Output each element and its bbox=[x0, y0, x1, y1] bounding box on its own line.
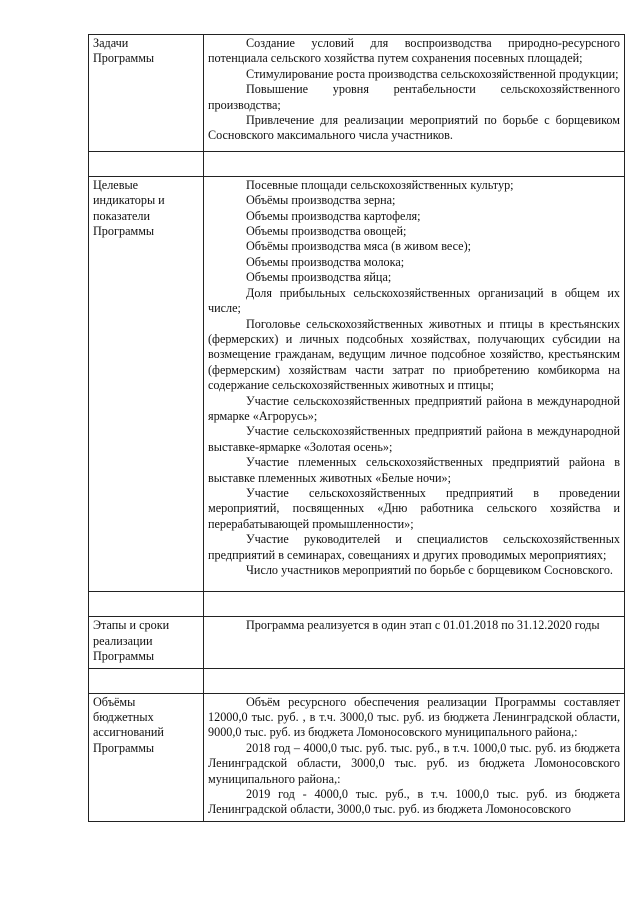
row-label-line: Программы bbox=[93, 649, 155, 664]
paragraph: Объём ресурсного обеспечения реализации Программы составляет 12000,0 тыс. руб. , в т.ч. 3000,0 тыс. руб. из бюджета Ленинградской области, 9000,0 тыс. руб. из бюджета Ломоносовского муниципального района,: bbox=[208, 694, 620, 740]
paragraph: Участие сельскохозяйственных предприятий в проведении мероприятий, посвященных «Дню работника сельского хозяйства и перерабатывающей промышленности»; bbox=[208, 485, 620, 531]
row-label bbox=[89, 693, 204, 821]
row-label-line: Программы bbox=[93, 51, 155, 66]
row-content bbox=[204, 176, 625, 592]
row-label-line: показатели bbox=[93, 208, 151, 223]
paragraph: Привлечение для реализации мероприятий по борьбе с борщевиком Сосновского максимального числа участников. bbox=[208, 113, 620, 143]
row-gap bbox=[89, 151, 625, 176]
paragraph: Объёмы производства мяса (в живом весе); bbox=[246, 239, 472, 254]
row-content bbox=[204, 35, 625, 152]
paragraph: Объемы производства молока; bbox=[246, 254, 405, 269]
paragraph: Поголовье сельскохозяйственных животных и птицы в крестьянских (фермерских) и личных подсобных хозяйствах, получающих субсидии на возмещение гражданам, ведущим личное подсобное хозяйство, крестьянским (фермерским) хозяйствам части затрат по приобретению комбикорма на содержание сельскохозяйственных животных и птицы; bbox=[208, 316, 620, 393]
paragraph: 2018 год – 4000,0 тыс. руб. тыс. руб., в т.ч. 1000,0 тыс. руб. из бюджета Ленинградской области, 3000,0 тыс. руб. из бюджета Ломоносовского муниципального района,: bbox=[208, 740, 620, 786]
paragraph: 2019 год - 4000,0 тыс. руб., в т.ч. 1000,0 тыс. руб. из бюджета Ленинградской области, 3000,0 тыс. руб. из бюджета Ломоносовского bbox=[208, 787, 620, 817]
paragraph: Участие племенных сельскохозяйственных предприятий района в выставке племенных животных «Белые ночи»; bbox=[208, 455, 620, 485]
paragraph: Объемы производства яйца; bbox=[246, 270, 392, 285]
row-content bbox=[204, 693, 625, 821]
row-label-line: реализации bbox=[93, 633, 153, 648]
row-label-line: Объёмы bbox=[93, 694, 136, 709]
paragraph: Участие сельскохозяйственных предприятий района в международной выставке-ярмарке «Золотая осень»; bbox=[208, 424, 620, 454]
row-label-line: Задачи bbox=[93, 36, 129, 50]
paragraph: Число участников мероприятий по борьбе с борщевиком Сосновского. bbox=[246, 563, 613, 577]
paragraph: Стимулирование роста производства сельскохозяйственной продукции; bbox=[246, 66, 619, 81]
paragraph: Доля прибыльных сельскохозяйственных организаций в общем их числе; bbox=[208, 285, 620, 316]
row-label-line: Целевые bbox=[93, 177, 139, 192]
program-passport-table bbox=[88, 34, 625, 822]
table-row-indicators bbox=[89, 176, 625, 592]
paragraph: Объёмы производства зерна; bbox=[246, 193, 396, 208]
row-label-line: Программы bbox=[93, 740, 155, 755]
paragraph: Участие руководителей и специалистов сельскохозяйственных предприятий в семинарах, совещаниях и других проводимых мероприятиях; bbox=[208, 532, 620, 562]
row-label-line: Программы bbox=[93, 224, 155, 239]
row-label-line: Этапы и сроки bbox=[93, 618, 170, 633]
row-label-line: индикаторы и bbox=[93, 193, 165, 208]
table-row-tasks bbox=[89, 35, 625, 152]
row-label bbox=[89, 176, 204, 592]
paragraph: Объемы производства овощей; bbox=[246, 224, 407, 239]
row-label bbox=[89, 617, 204, 668]
row-label bbox=[89, 35, 204, 152]
row-content bbox=[204, 617, 625, 668]
row-gap bbox=[89, 592, 625, 617]
paragraph: Создание условий для воспроизводства природно-ресурсного потенциала сельского хозяйства путем сохранения посевных площадей; bbox=[208, 36, 620, 66]
table-row-budget bbox=[89, 693, 625, 821]
row-label-line: ассигнований bbox=[93, 725, 164, 740]
row-label-line: бюджетных bbox=[93, 710, 154, 725]
paragraph: Участие сельскохозяйственных предприятий района в международной ярмарке «Агрорусь»; bbox=[208, 393, 620, 423]
table-row-stages bbox=[89, 617, 625, 668]
paragraph: Программа реализуется в один этап с 01.01.2018 по 31.12.2020 годы bbox=[246, 618, 600, 633]
paragraph: Посевные площади сельскохозяйственных культур; bbox=[246, 177, 514, 192]
paragraph: Объемы производства картофеля; bbox=[246, 208, 421, 223]
row-gap bbox=[89, 668, 625, 693]
paragraph: Повышение уровня рентабельности сельскохозяйственного производства; bbox=[208, 82, 620, 112]
